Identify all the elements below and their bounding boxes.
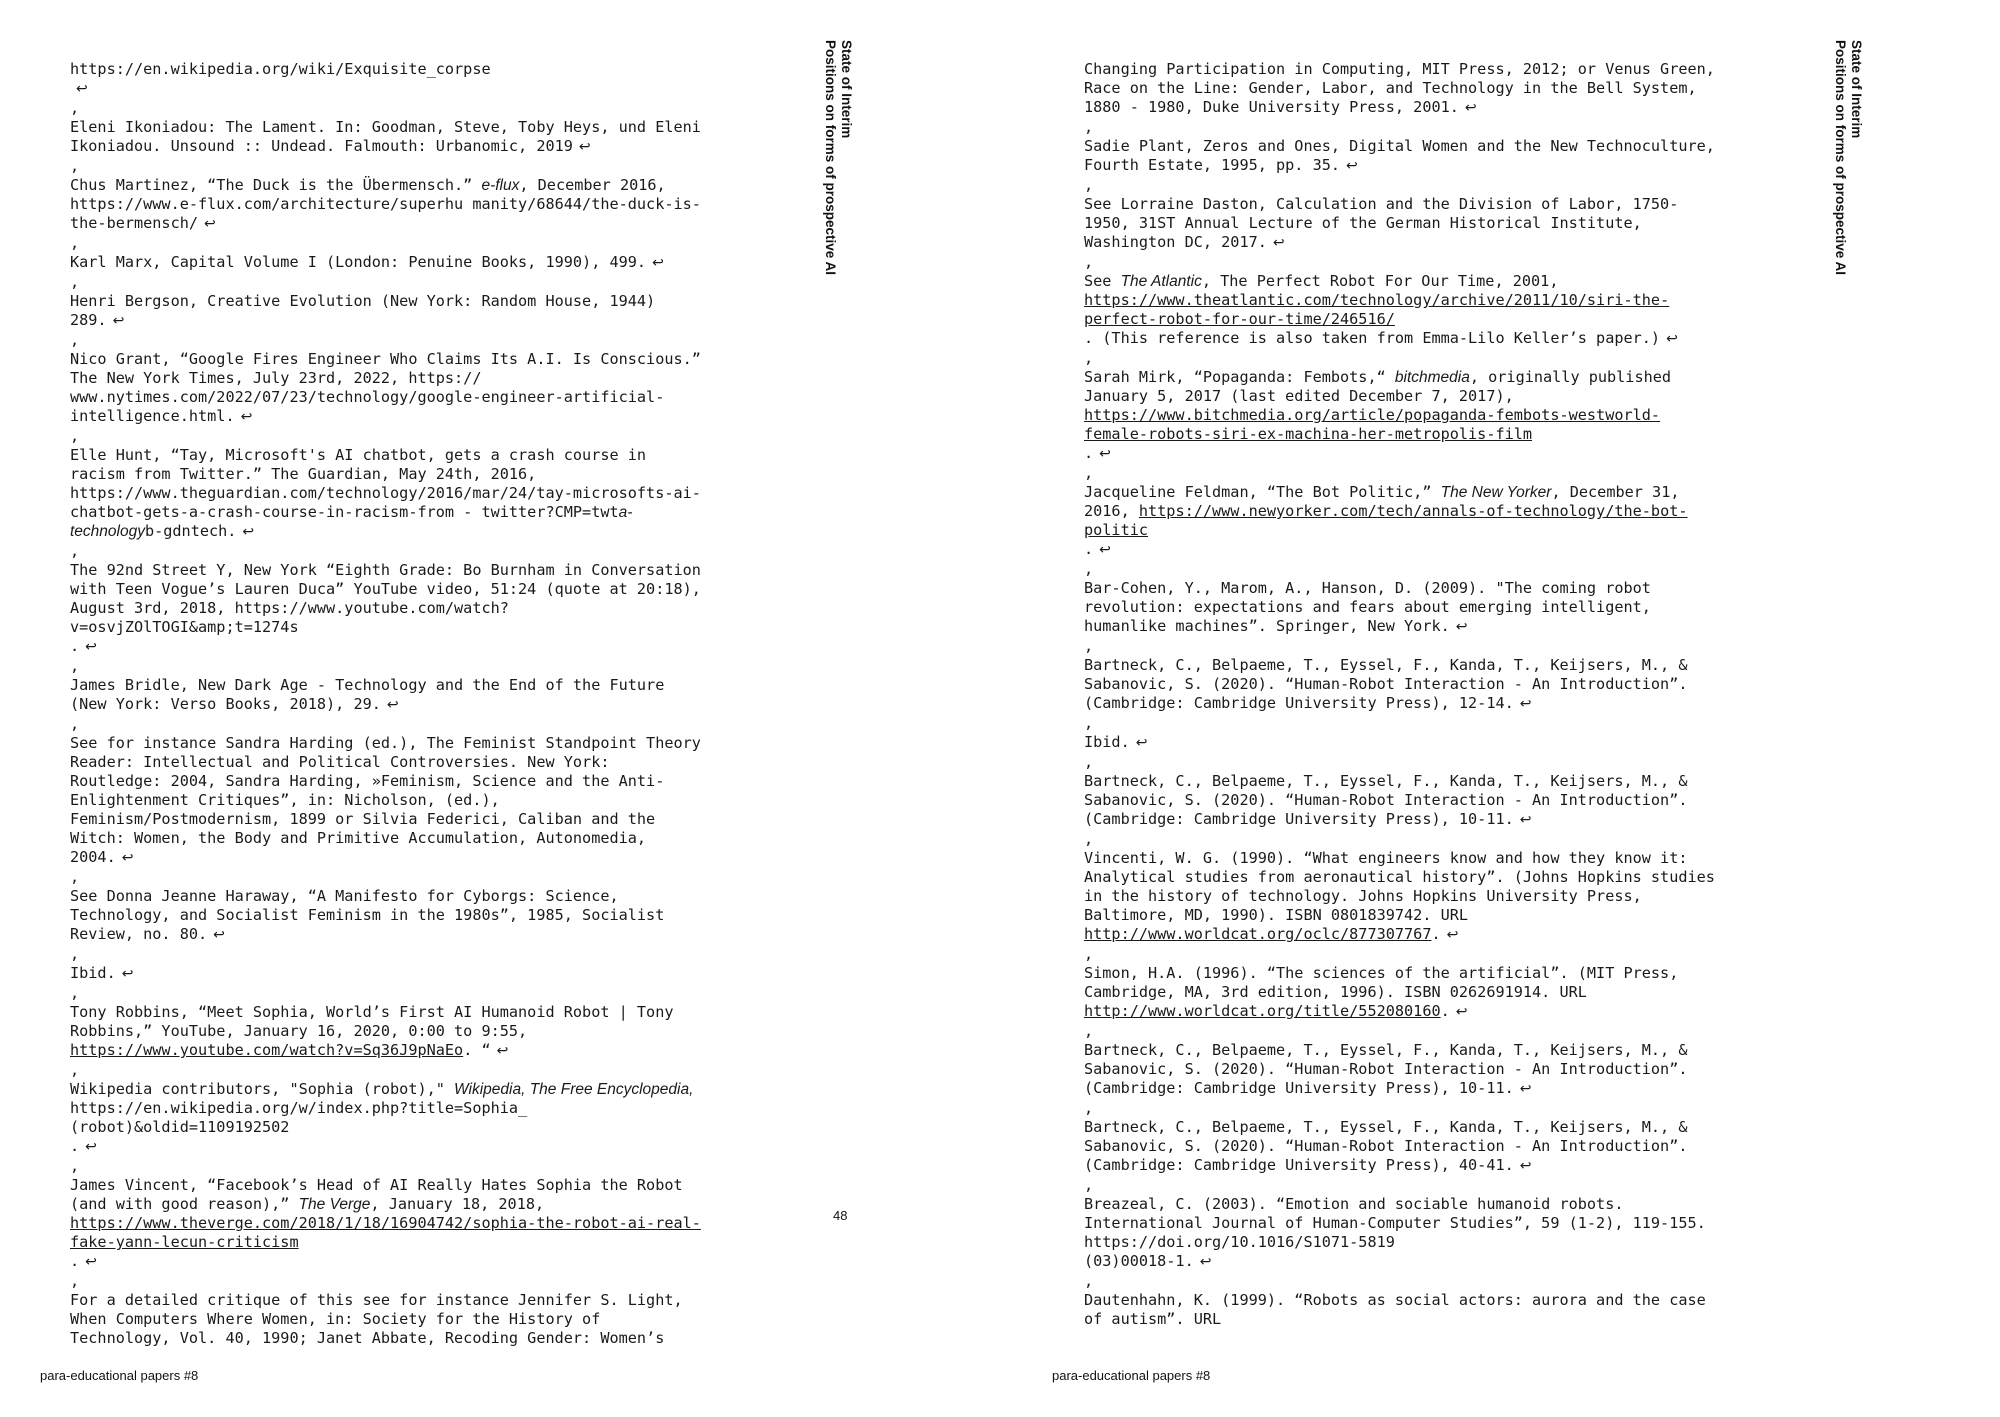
footnote-entry [1084,60,1724,118]
footnote-text: , The Perfect Robot For Our Time, 2001, [1201,272,1568,290]
footnote-entry [1084,1041,1724,1099]
footnote-separator: , [1084,349,1094,367]
running-header-subtitle: Positions on forms of prospective AI [823,40,838,276]
footnote-separator: , [70,427,80,445]
left-footnotes-column [70,60,710,1348]
italic-title: The Verge [298,1196,371,1213]
footnote-entry [70,350,710,427]
footer-label: para-educational papers #8 [40,1368,199,1383]
footnote-text: The 92nd Street Y, New York “Eighth Grade: Bo Burnham in Conversation with Teen Vogue’s Lauren Duca” YouTube video, 51:24 (quote at 20:18), August 3rd, 2018, https://www.youtube.com/watch?v=osvjZOlTOGI&amp;t=1274s . [70,561,701,655]
footnote-entry [70,118,710,157]
footnote-separator: , [70,157,80,175]
return-arrow-icon[interactable]: ↩ [496,1043,509,1059]
footnote-text: Breazeal, C. (2003). “Emotion and sociable humanoid robots. International Journal of Human-Computer Studies”, 59 (1-2), 119-155. https://doi.org/10.1016/S1071-5819 (03)00018-1. [1084,1195,1706,1270]
return-arrow-icon[interactable]: ↩ [1446,927,1459,943]
reference-link[interactable]: https://www.youtube.com/watch?v=Sq36J9pNaEo [70,1041,464,1059]
footnote-text: . [70,1252,80,1270]
italic-title: The New Yorker [1440,484,1552,501]
return-arrow-icon[interactable]: ↩ [1464,100,1477,116]
footnote-separator: , [1084,945,1094,963]
footnote-text: , December 31, 2016, [1084,483,1689,520]
footnote-separator: , [70,542,80,560]
footnote-text: Changing Participation in Computing, MIT Press, 2012; or Venus Green, Race on the Line: Gender, Labor, and Technology in the Bell System, 1880 - 1980, Duke University Press, 2001. [1084,60,1725,116]
return-arrow-icon[interactable]: ↩ [242,524,255,540]
footnote-text: See for instance Sandra Harding (ed.), The Feminist Standpoint Theory Reader: Intellectual and Political Controversies. New York: Routledge: 2004, Sandra Harding, »Feminism, Science and the Anti-Enlightenment Critiques”, in: Nicholson, (ed.), Feminism/Postmodernism, 1899 or Silvia Federici, Caliban and the Witch: Women, the Body and Primitive Accumulation, Autonomedia, 2004. [70,734,711,866]
footnote-text: , December 2016, https://www.e-flux.com/architecture/superhu manity/68644/the-duck-is-the-bermensch/ [70,176,701,232]
footer-label: para-educational papers #8 [1052,1368,1211,1383]
return-arrow-icon[interactable]: ↩ [652,255,664,271]
footnote-text: Bartneck, C., Belpaeme, T., Eyssel, F., Kanda, T., Keijsers, M., & Sabanovic, S. (2020). “Human-Robot Interaction - An Introduction”. (Cambridge: Cambridge University Press), 10-11. [1084,1041,1697,1097]
footnote-text: See Lorraine Daston, Calculation and the Division of Labor, 1750-1950, 31ST Annual Lecture of the German Historical Institute, Washington DC, 2017. [1084,195,1679,251]
footnote-separator: , [1084,714,1094,732]
footnote-separator: , [70,945,80,963]
return-arrow-icon[interactable]: ↩ [1346,158,1358,174]
reference-link[interactable]: http://www.worldcat.org/oclc/877307767 [1084,925,1432,943]
footnote-text: Bartneck, C., Belpaeme, T., Eyssel, F., Kanda, T., Keijsers, M., & Sabanovic, S. (2020). “Human-Robot Interaction - An Introduction”. (Cambridge: Cambridge University Press), 40-41. [1084,1118,1697,1174]
footnote-text: , originally published January 5, 2017 (last edited December 7, 2017), [1084,368,1681,405]
italic-title: Wikipedia, The Free Encyclopedia, [454,1081,694,1098]
footnote-separator: , [1084,118,1094,136]
return-arrow-icon[interactable]: ↩ [578,139,591,155]
footnote-entry [1084,772,1724,830]
footnote-separator: , [70,234,80,252]
footnote-text: Bartneck, C., Belpaeme, T., Eyssel, F., Kanda, T., Keijsers, M., & Sabanovic, S. (2020). “Human-Robot Interaction - An Introduction”. (Cambridge: Cambridge University Press), 12-14. [1084,656,1697,712]
return-arrow-icon[interactable]: ↩ [204,216,216,232]
footnote-text: Sadie Plant, Zeros and Ones, Digital Women and the New Technoculture, Fourth Estate, 1995, pp. 35. [1084,137,1725,174]
footnote-entry [70,561,710,657]
footnote-separator: , [1084,560,1094,578]
return-arrow-icon[interactable]: ↩ [213,927,225,943]
return-arrow-icon[interactable]: ↩ [1519,696,1532,712]
return-arrow-icon[interactable]: ↩ [1099,446,1111,462]
footnote-text: Wikipedia contributors, "Sophia (robot)," [70,1080,455,1098]
return-arrow-icon[interactable]: ↩ [121,850,134,866]
footnote-entry [1084,849,1724,945]
return-arrow-icon[interactable]: ↩ [1519,812,1532,828]
footnote-entry [70,887,710,945]
footnote-text: Tony Robbins, “Meet Sophia, World’s First AI Humanoid Robot | Tony Robbins,” YouTube, January 16, 2020, 0:00 to 9:55, [70,1003,683,1040]
footnote-text: Vincenti, W. G. (1990). “What engineers know and how they know it: Analytical studies from aeronautical history”. (Johns Hopkins studies in the history of technology. Johns Hopkins University Press, Baltimore, MD, 1990). ISBN 0801839742. URL [1084,849,1725,924]
footnote-entry [70,1080,710,1157]
italic-title: a-technology [70,504,633,540]
footnote-entry [1084,1291,1724,1329]
footnote-text: Bartneck, C., Belpaeme, T., Eyssel, F., Kanda, T., Keijsers, M., & Sabanovic, S. (2020). “Human-Robot Interaction - An Introduction”. (Cambridge: Cambridge University Press), 10-11. [1084,772,1697,828]
footnote-text: James Bridle, New Dark Age - Technology and the End of the Future (New York: Verso Books, 2018), 29. [70,676,674,713]
italic-title: bitchmedia [1394,369,1470,386]
footnote-text: https://en.wikipedia.org/w/index.php?title=Sophia_ (robot)&oldid=1109192502 . [70,1099,528,1155]
return-arrow-icon[interactable]: ↩ [85,1139,97,1155]
footnote-text: Ibid. [1084,733,1130,751]
return-arrow-icon[interactable]: ↩ [1272,235,1285,251]
footnote-separator: , [1084,1099,1094,1117]
footnote-text: See Donna Jeanne Haraway, “A Manifesto for Cyborgs: Science, Technology, and Socialist Feminism in the 1980s”, 1985, Socialist Review, no. 80. [70,887,674,943]
footnote-entry [1084,579,1724,637]
footnote-text: Chus Martinez, “The Duck is the Übermensch.” [70,176,482,194]
footnote-entry [1084,195,1724,253]
footnote-text: , January 18, 2018, [370,1195,554,1213]
footnote-text: . [1084,444,1094,462]
return-arrow-icon[interactable]: ↩ [1099,542,1111,558]
reference-link[interactable]: http://www.worldcat.org/title/552080160 [1084,1002,1441,1020]
return-arrow-icon[interactable]: ↩ [1519,1081,1532,1097]
return-arrow-icon[interactable]: ↩ [1135,735,1148,751]
footnote-separator: , [1084,176,1094,194]
footnote-entry [70,1291,710,1348]
footnote-text: https://en.wikipedia.org/wiki/Exquisite_corpse [70,60,491,78]
return-arrow-icon[interactable]: ↩ [121,966,134,982]
footnote-entry [70,676,710,715]
return-arrow-icon[interactable]: ↩ [1455,619,1468,635]
italic-title: The Atlantic [1120,273,1202,290]
footnote-entry [1084,137,1724,176]
footnote-entry [1084,733,1724,753]
footnote-text: . [1440,1002,1450,1020]
footnote-entry [70,253,710,273]
return-arrow-icon[interactable]: ↩ [112,313,125,329]
footnote-entry [1084,964,1724,1022]
return-arrow-icon[interactable]: ↩ [85,1254,97,1270]
footnote-separator: , [70,273,80,291]
return-arrow-icon[interactable]: ↩ [85,639,97,655]
footnote-separator: , [1084,830,1094,848]
footnote-text: . [1084,540,1094,558]
footnote-text: Elle Hunt, “Tay, Microsoft's AI chatbot, gets a crash course in racism from Twitter.” The Guardian, May 24th, 2016, https://www.theguardian.com/technology/2016/mar/24/tay-microsofts-ai-chatbot-gets-a-crash-course-in-racism-from - twitter?CMP=twt [70,446,701,521]
right-page [1000,0,2000,1417]
footnote-separator: , [70,99,80,117]
footnote-text: Sarah Mirk, “Popaganda: Fembots,“ [1084,368,1395,386]
footnote-separator: , [1084,637,1094,655]
footnote-separator: , [1084,1022,1094,1040]
footnote-text: Dautenhahn, K. (1999). “Robots as social actors: aurora and the case of autism”. URL [1084,1291,1715,1328]
footnote-text: b-gdntech. [144,522,237,540]
footnote-separator: , [70,715,80,733]
footnote-separator: , [70,984,80,1002]
footnote-entry [1084,656,1724,714]
footnote-entry [1084,483,1724,560]
footnote-text: James Vincent, “Facebook’s Head of AI Really Hates Sophia the Robot (and with good reason),” [70,1176,692,1213]
footnote-text: . “ [463,1041,491,1059]
reference-link[interactable]: https://www.theatlantic.com/technology/archive/2011/10/siri-the-perfect-robot-for-our-time/246516/ [1084,291,1670,328]
footnote-separator: , [1084,1176,1094,1194]
return-arrow-icon[interactable]: ↩ [1666,331,1678,347]
italic-title: e-flux [481,177,520,194]
footnote-entry [70,60,710,99]
footnote-entry [70,292,710,331]
running-header [822,40,854,275]
footnote-text: . [1431,925,1441,943]
page-number: 48 [833,1208,848,1223]
reference-link[interactable]: https://www.theverge.com/2018/1/18/16904742/sophia-the-robot-ai-real-fake-yann-lecun-criticism [70,1214,701,1251]
footnote-separator: , [70,657,80,675]
footnote-entry [70,1176,710,1272]
footnote-entry [1084,272,1724,349]
footnote-text: See [1084,272,1121,290]
footnote-separator: , [1084,753,1094,771]
footnote-text: . (This reference is also taken from Emma-Lilo Keller’s paper.) [1084,329,1661,347]
footnote-separator: , [70,868,80,886]
footnote-separator: , [1084,1272,1094,1290]
footnote-entry [1084,368,1724,464]
footnote-separator: , [1084,253,1094,271]
footnote-entry [1084,1195,1724,1272]
footnote-entry [70,964,710,984]
running-header-title: State of Interim [839,40,854,139]
footnote-text: Simon, H.A. (1996). “The sciences of the artificial”. (MIT Press, Cambridge, MA, 3rd edition, 1996). ISBN 0262691914. URL [1084,964,1688,1001]
footnote-text: For a detailed critique of this see for instance Jennifer S. Light, When Computers Where Women, in: Society for the History of Technology, Vol. 40, 1990; Janet Abbate, Recoding Gender: Women’s [70,1291,692,1347]
reference-link[interactable]: https://www.bitchmedia.org/article/popaganda-fembots-westworld-female-robots-siri-ex-machina-her-metropolis-film [1084,406,1661,443]
footnote-entry [70,176,710,234]
reference-link[interactable]: https://www.newyorker.com/tech/annals-of-technology/the-bot-politic [1084,502,1688,539]
footnote-text: Nico Grant, “Google Fires Engineer Who Claims Its A.I. Is Conscious.” The New York Times, July 23rd, 2022, https:// www.nytimes.com/2022/07/23/technology/google-engineer-artificial-intelligence.html. [70,350,711,425]
right-footnotes-column [1084,60,1724,1329]
footnote-text: Henri Bergson, Creative Evolution (New York: Random House, 1944) 289. [70,292,665,329]
footnote-entry [70,734,710,868]
return-arrow-icon[interactable]: ↩ [1199,1254,1212,1270]
footnote-entry [1084,1118,1724,1176]
return-arrow-icon[interactable]: ↩ [386,697,399,713]
footnote-separator: , [70,1272,80,1290]
return-arrow-icon[interactable]: ↩ [1519,1158,1532,1174]
running-header-subtitle: Positions on forms of prospective AI [1833,40,1848,276]
footnote-entry [70,446,710,542]
running-header [1832,40,1864,275]
footnote-text: Eleni Ikoniadou: The Lament. In: Goodman, Steve, Toby Heys, und Eleni Ikoniadou. Unsound :: Undead. Falmouth: Urbanomic, 2019 [70,118,711,155]
footnote-text: Ibid. [70,964,116,982]
running-header-title: State of Interim [1849,40,1864,139]
return-arrow-icon[interactable]: ↩ [76,81,88,97]
footnote-separator: , [70,331,80,349]
footnote-text: Jacqueline Feldman, “The Bot Politic,” [1084,483,1441,501]
footnote-separator: , [1084,464,1094,482]
return-arrow-icon[interactable]: ↩ [1455,1004,1468,1020]
footnote-text: Karl Marx, Capital Volume I (London: Penuine Books, 1990), 499. [70,253,647,271]
footnote-entry [70,1003,710,1061]
footnote-separator: , [70,1157,80,1175]
footnote-text: Bar-Cohen, Y., Marom, A., Hanson, D. (2009). "The coming robot revolution: expectations and fears about emerging intelligent, humanlike machines”. Springer, New York. [1084,579,1661,635]
return-arrow-icon[interactable]: ↩ [240,409,253,425]
footnote-separator: , [70,1061,80,1079]
